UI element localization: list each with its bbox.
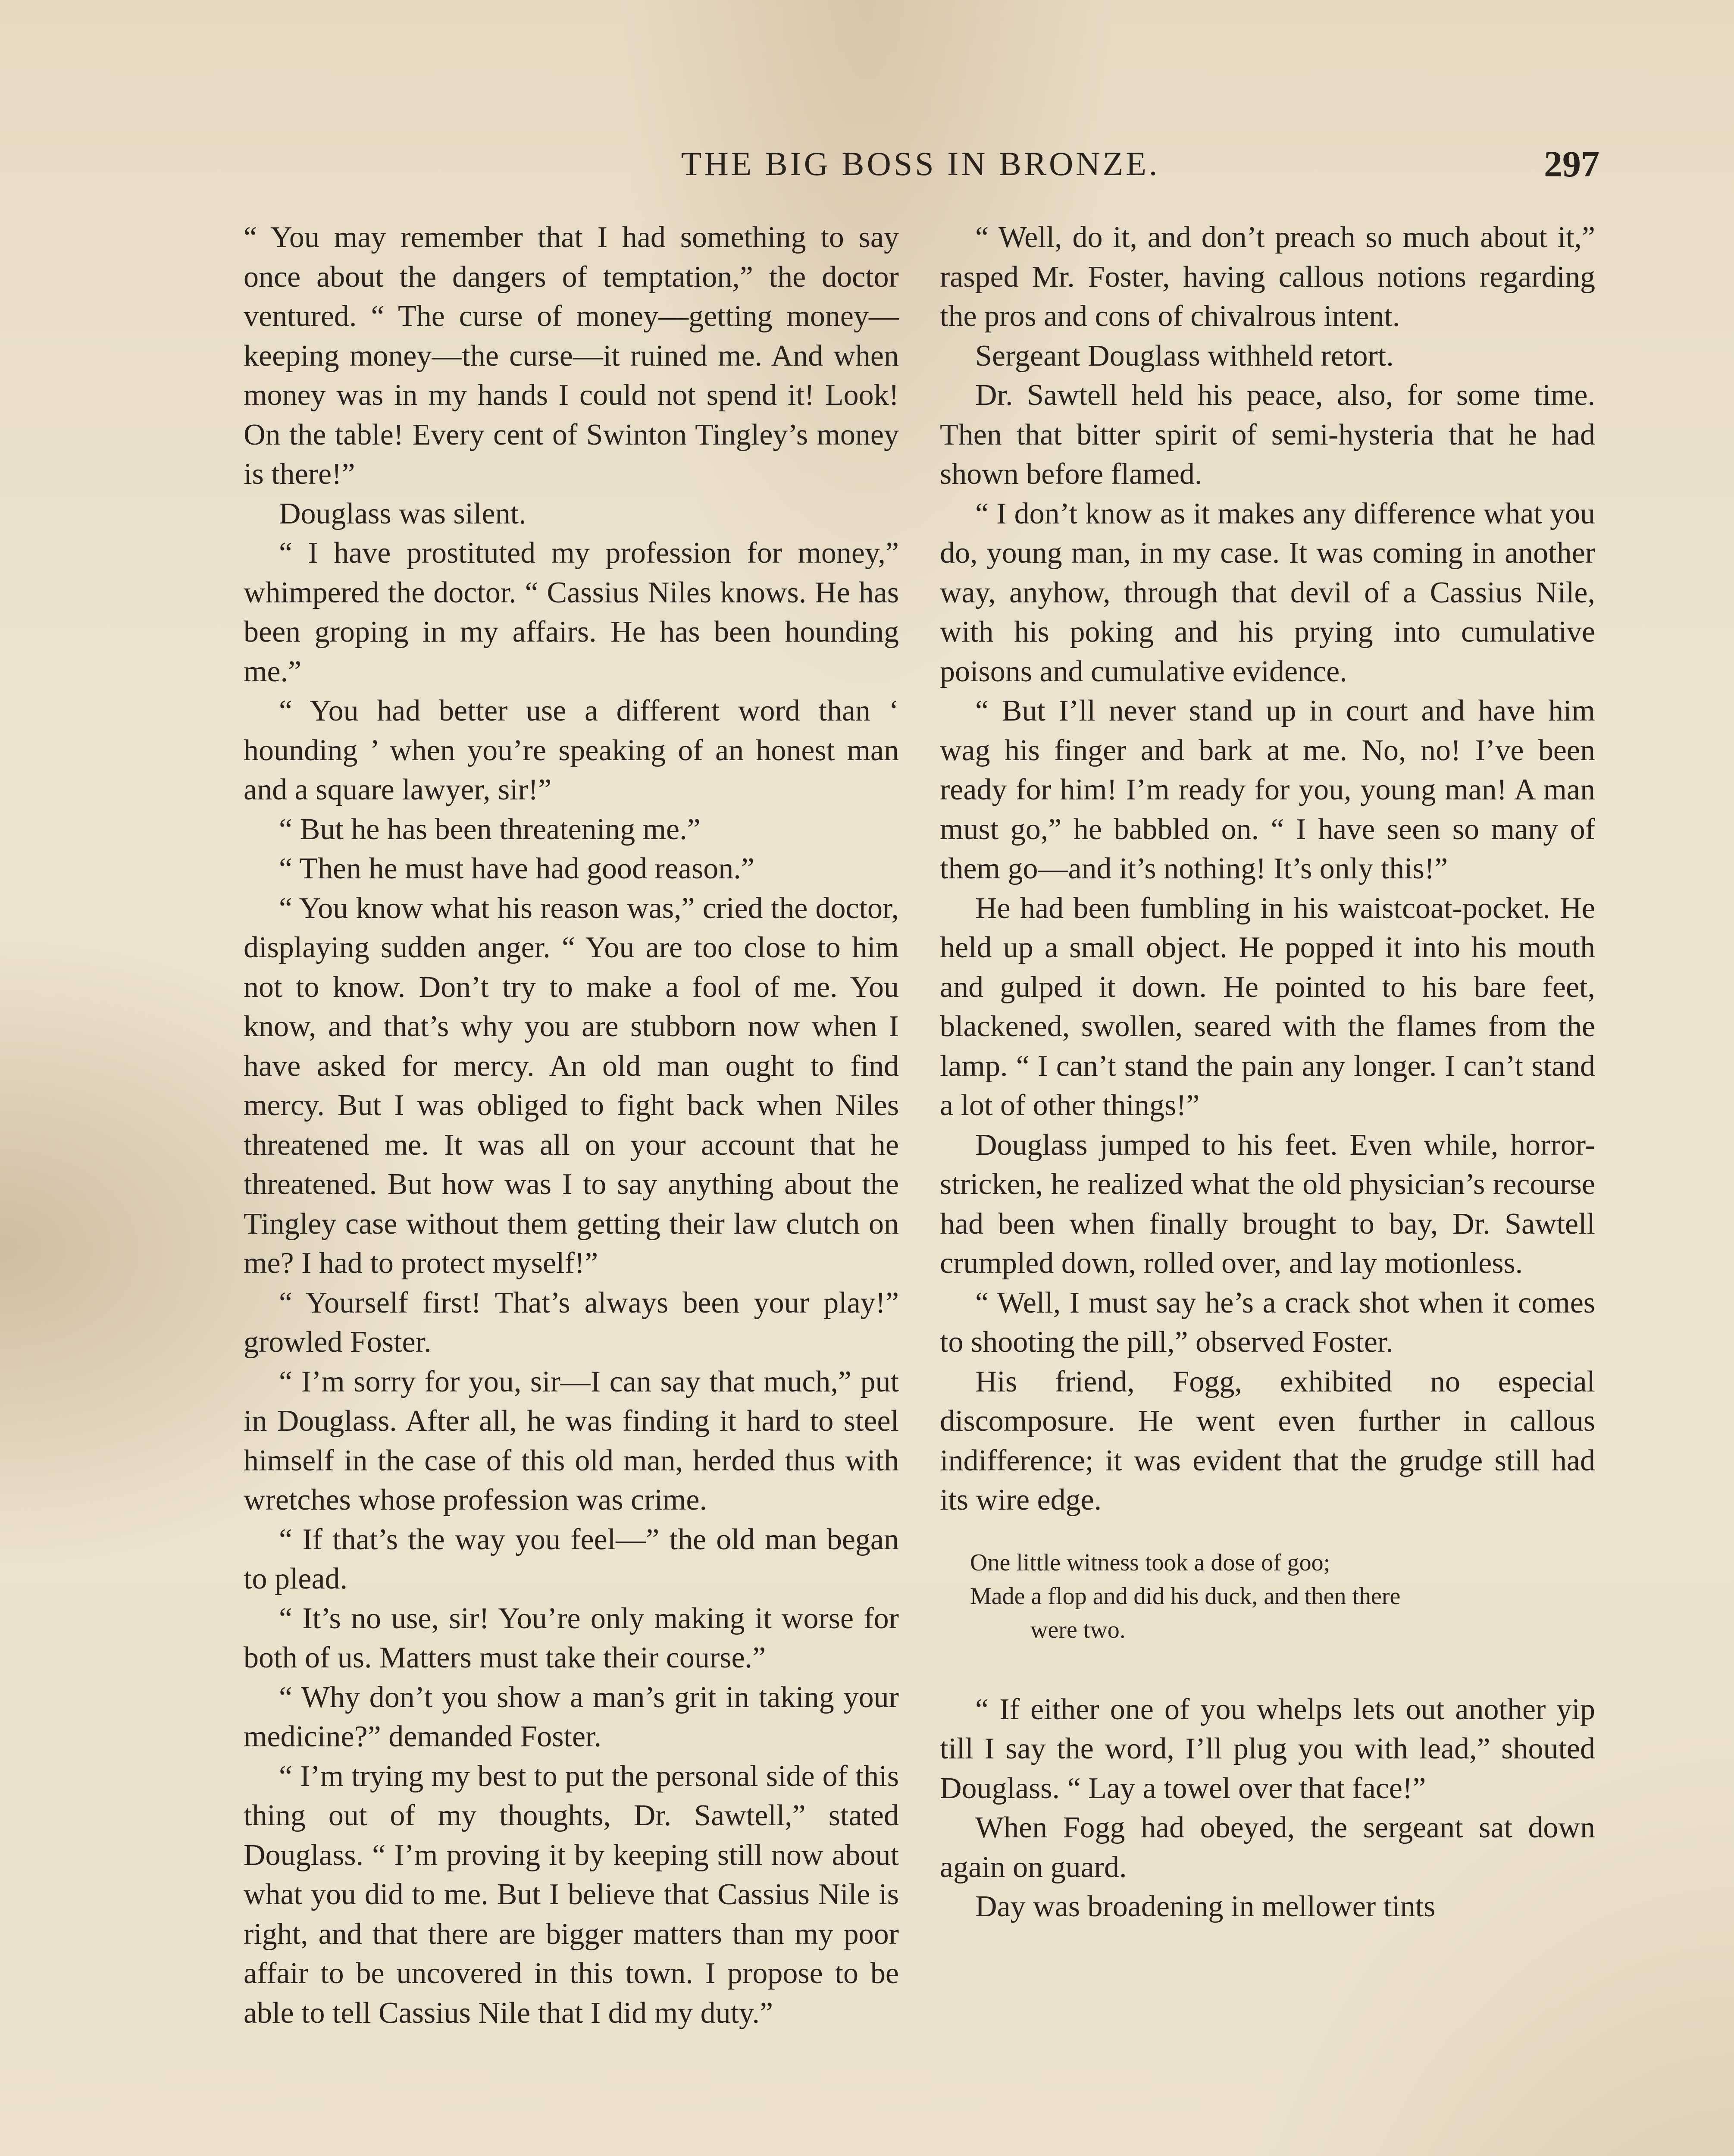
- page-header: [241, 138, 1599, 190]
- paragraph: “ You had better use a different word than ‘ hounding ’ when you’re speaking of an honest man and a square lawyer, sir!”: [244, 694, 899, 806]
- verse-line: One little witness took a dose of goo;: [970, 1549, 1330, 1576]
- paragraph: “ You know what his reason was,” cried the doctor, displaying sudden anger. “ You are too close to him not to know. Don’t try to make a fool of me. You know, and that’s why you are stubborn now when I have asked for mercy. An old man ought to find mercy. But I was obliged to fight back when Niles threatened me. It was all on your account that he threatened. But how was I to say anything about the Tingley case without them getting their law clutch on me? I had to protect myself!”: [244, 891, 899, 1280]
- paragraph: Douglass was silent.: [279, 497, 526, 530]
- page-number: 297: [1544, 143, 1599, 185]
- paragraph: Dr. Sawtell held his peace, also, for some time. Then that bitter spirit of semi-hysteria that he had shown before flamed.: [940, 379, 1595, 491]
- right-column: [940, 218, 1595, 1927]
- paragraph: “ But he has been threatening me.”: [279, 812, 701, 846]
- paragraph: When Fogg had obeyed, the sergeant sat down again on guard.: [940, 1811, 1595, 1884]
- paragraph: “ I’m trying my best to put the personal side of this thing out of my thoughts, Dr. Sawtell,” stated Douglass. “ I’m proving it by keeping still now about what you did to me. But I believe that Cassius Nile is right, and that there are bigger matters than my poor affair to be uncovered in this town. I propose to be able to tell Cassius Nile that I did my duty.”: [244, 1759, 899, 2030]
- paragraph: “ But I’ll never stand up in court and have him wag his finger and bark at me. No, no! I’ve been ready for him! I’m ready for you, young man! A man must go,” he babbled on. “ I have seen so many of them go—and it’s nothing! It’s only this!”: [940, 694, 1595, 885]
- paragraph: Day was broadening in mellower tints: [975, 1890, 1436, 1923]
- paragraph: “ I have prostituted my profession for money,” whimpered the doctor. “ Cassius Niles knows. He has been groping in my affairs. He has been hounding me.”: [244, 536, 899, 688]
- paragraph: Douglass jumped to his feet. Even while, horror-stricken, he realized what the old physician’s recourse had been when finally brought to bay, Dr. Sawtell crumpled down, rolled over, and lay motionless.: [940, 1128, 1595, 1280]
- paragraph: “ Why don’t you show a man’s grit in taking your medicine?” demanded Foster.: [244, 1680, 899, 1753]
- paragraph: “ I’m sorry for you, sir—I can say that much,” put in Douglass. After all, he was finding it hard to steel himself in the case of this old man, herded thus with wretches whose profession was crime.: [244, 1365, 899, 1517]
- paragraph: “ If that’s the way you feel—” the old man began to plead.: [244, 1523, 899, 1595]
- paragraph: Sergeant Douglass withheld retort.: [975, 339, 1394, 373]
- paragraph: “ Well, do it, and don’t preach so much about it,” rasped Mr. Foster, having callous notions regarding the pros and cons of chivalrous intent.: [940, 221, 1595, 333]
- paragraph: “ If either one of you whelps lets out another yip till I say the word, I’ll plug you with lead,” shouted Douglass. “ Lay a towel over that face!”: [940, 1692, 1595, 1805]
- verse-block: [970, 1546, 1595, 1647]
- paragraph: “ Yourself first! That’s always been your play!” growled Foster.: [244, 1286, 899, 1359]
- verse-line: Made a flop and did his duck, and then there: [970, 1583, 1401, 1610]
- paragraph: “ It’s no use, sir! You’re only making it worse for both of us. Matters must take their course.”: [244, 1601, 899, 1674]
- paragraph: “ I don’t know as it makes any difference what you do, young man, in my case. It was coming in another way, anyhow, through that devil of a Cassius Nile, with his poking and his prying into cumulative poisons and cumulative evidence.: [940, 497, 1595, 688]
- running-title: THE BIG BOSS IN BRONZE.: [681, 145, 1160, 182]
- paragraph: “ You may remember that I had something to say once about the dangers of temptation,” the doctor ventured. “ The curse of money—getting money—keeping money—the curse—it ruined me. And when money was in my hands I could not spend it! Look! On the table! Every cent of Swinton Tingley’s money is there!”: [244, 221, 899, 491]
- paragraph: “ Well, I must say he’s a crack shot when it comes to shooting the pill,” observed Foster.: [940, 1286, 1595, 1359]
- paragraph: “ Then he must have had good reason.”: [279, 852, 754, 885]
- verse-line: were two.: [1030, 1616, 1126, 1643]
- paragraph: He had been fumbling in his waistcoat-pocket. He held up a small object. He popped it into his mouth and gulped it down. He pointed to his bare feet, blackened, swollen, seared with the flames from the lamp. “ I can’t stand the pain any longer. I can’t stand a lot of other things!”: [940, 891, 1595, 1122]
- left-column: [244, 218, 899, 2033]
- paragraph: His friend, Fogg, exhibited no especial discomposure. He went even further in callous indifference; it was evident that the grudge still had its wire edge.: [940, 1365, 1595, 1517]
